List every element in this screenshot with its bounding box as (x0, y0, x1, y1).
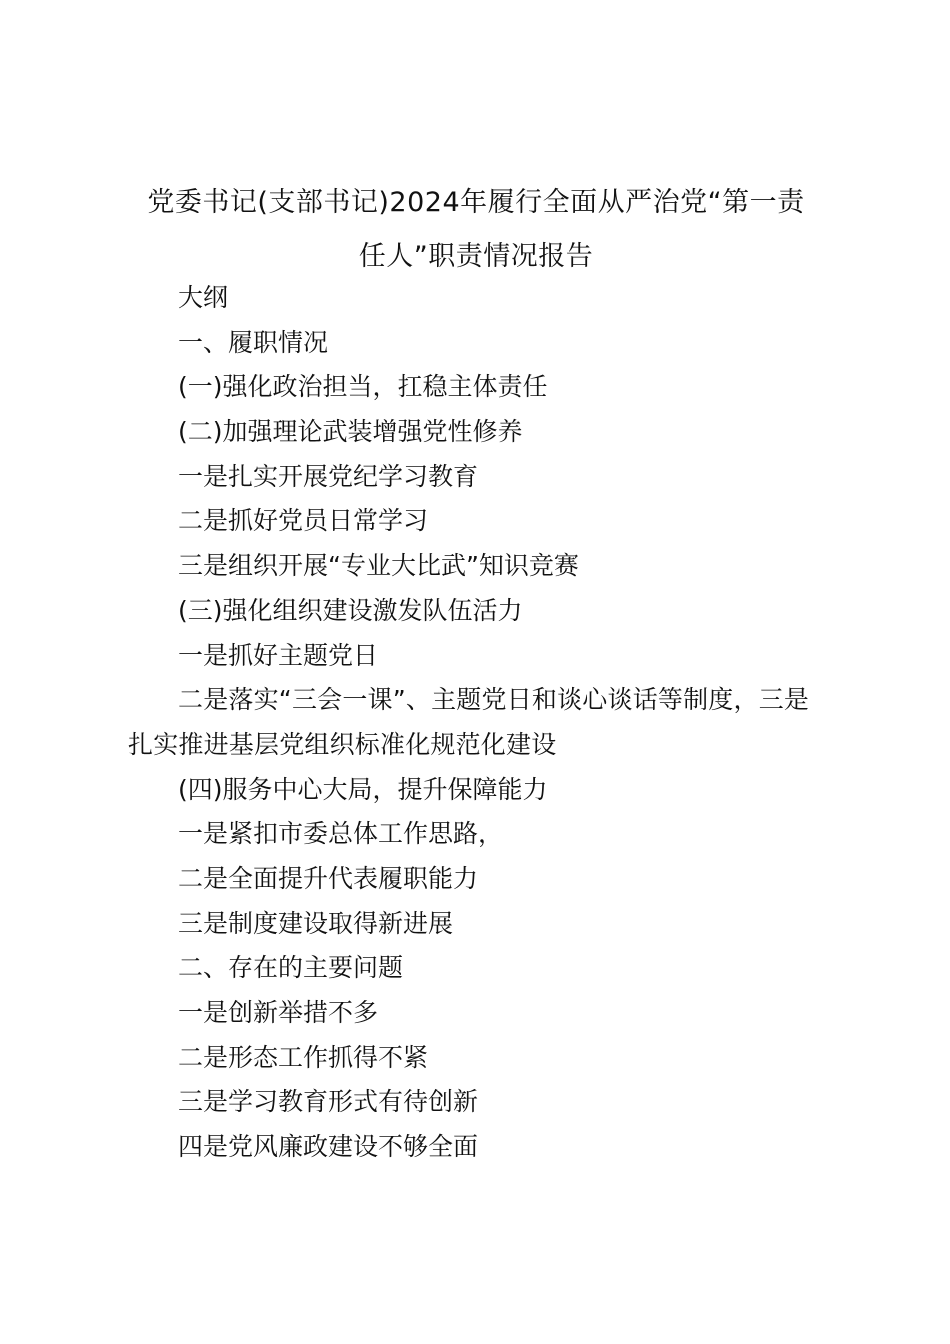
subsection-heading: (四)服务中心大局，提升保障能力 (178, 774, 548, 804)
outline-item: 二是抓好党员日常学习 (178, 506, 429, 536)
subsection-heading: (一)强化政治担当，扛稳主体责任 (178, 372, 548, 402)
outline-item: 二是全面提升代表履职能力 (178, 863, 479, 893)
document-title (120, 176, 832, 284)
outline-item: 一是抓好主题党日 (178, 640, 379, 670)
outline-item: 一是创新举措不多 (178, 998, 379, 1028)
outline-item: 三是学习教育形式有待创新 (178, 1087, 479, 1117)
outline-item: 二是形态工作抓得不紧 (178, 1042, 429, 1072)
title-line-2: 任人”职责情况报告 (358, 241, 594, 272)
outline-body (128, 276, 828, 1170)
outline-item: 一是扎实开展党纪学习教育 (178, 461, 479, 491)
section-heading: 一、履职情况 (178, 327, 329, 357)
outline-item: 四是党风廉政建设不够全面 (178, 1132, 479, 1162)
outline-item: 三是组织开展“专业大比武”知识竞赛 (178, 551, 579, 581)
outline-item: 二是落实“三会一课”、主题党日和谈心谈话等制度，三是扎实推进基层党组织标准化规范化建设 (128, 685, 810, 759)
subsection-heading: (二)加强理论武装增强党性修养 (178, 417, 523, 447)
outline-item: 一是紧扣市委总体工作思路， (178, 819, 504, 849)
outline-item: 三是制度建设取得新进展 (178, 908, 454, 938)
outline-heading: 大纲 (178, 283, 229, 312)
section-heading: 二、存在的主要问题 (178, 953, 404, 983)
title-line-1: 党委书记(支部书记)2024年履行全面从严治党“第一责 (147, 187, 805, 218)
subsection-heading: (三)强化组织建设激发队伍活力 (178, 595, 523, 625)
